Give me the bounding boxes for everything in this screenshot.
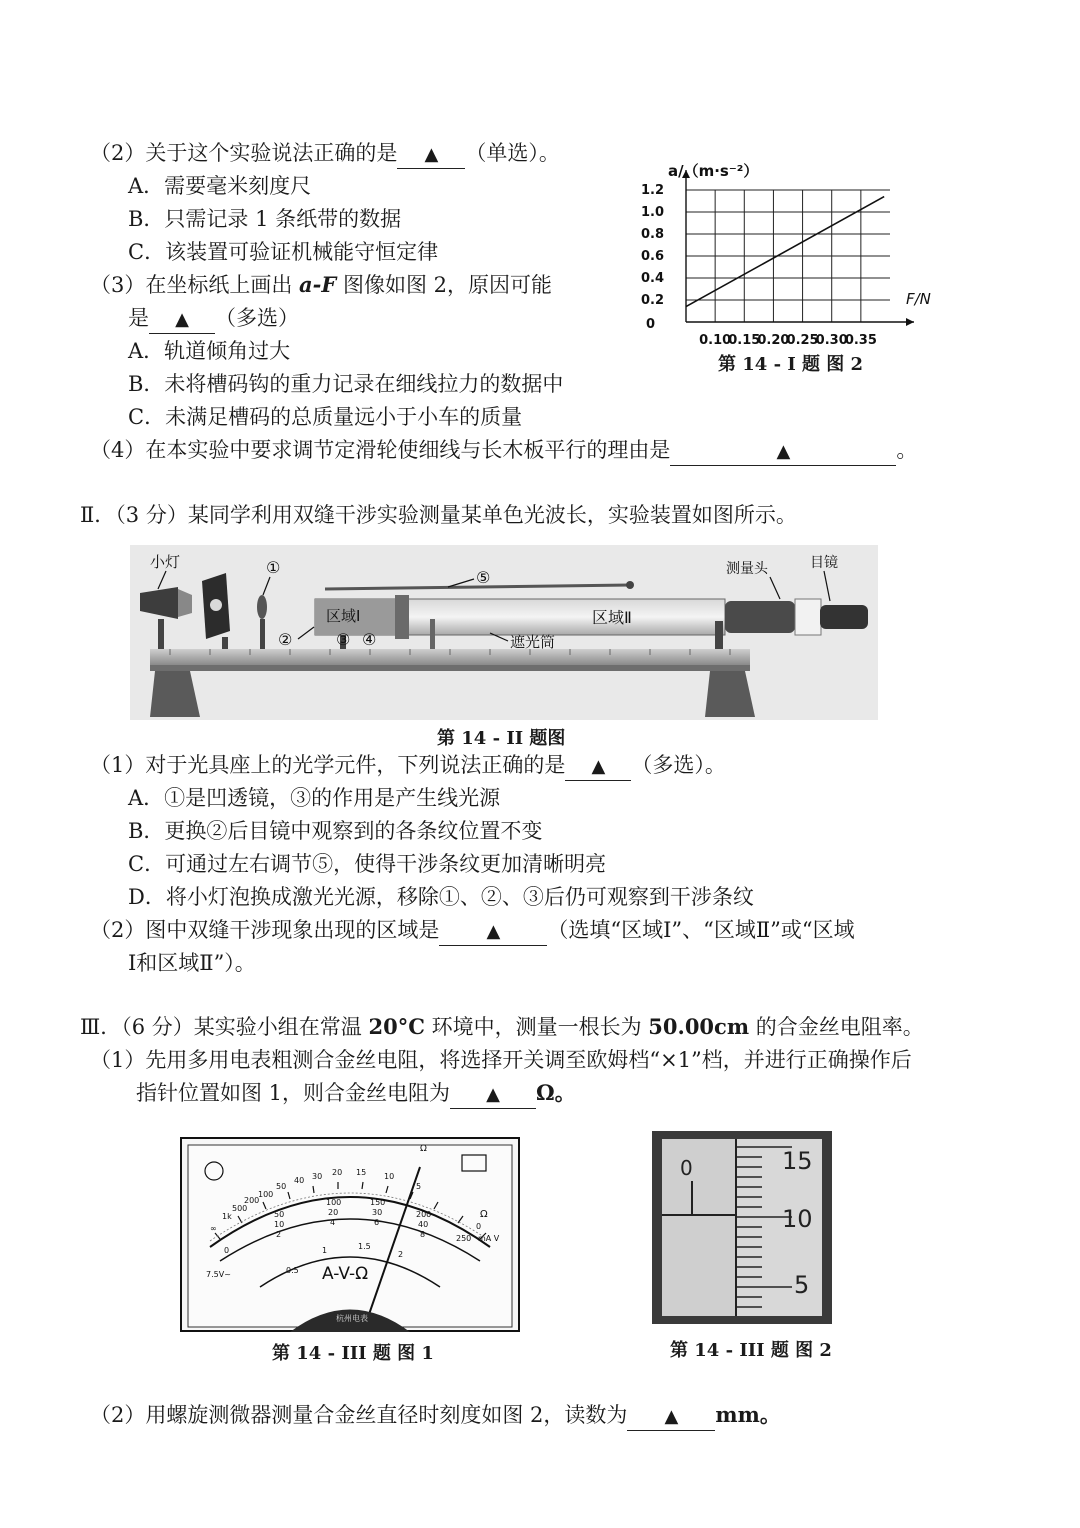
thimble-label-15: 15 xyxy=(782,1147,813,1175)
answer-blank[interactable]: ▲ xyxy=(565,752,631,781)
answer-blank[interactable]: ▲ xyxy=(149,305,215,334)
label-lamp: 小灯 xyxy=(150,553,181,571)
svg-text:200: 200 xyxy=(416,1210,432,1219)
svg-text:20: 20 xyxy=(328,1208,339,1217)
option-a: A．需要毫米刻度尺 xyxy=(128,174,312,198)
svg-text:500: 500 xyxy=(232,1204,248,1213)
svg-text:0.5: 0.5 xyxy=(286,1266,299,1275)
brand-label: 杭州电表 xyxy=(336,1314,368,1323)
lamp-post xyxy=(158,619,164,649)
q1-line2: 指针位置如图 1，则合金丝电阻为 ▲ Ω。 xyxy=(136,1078,576,1109)
q2-line2: Ⅰ和区域Ⅱ”）。 xyxy=(128,951,256,975)
meter-center-label: A-V-Ω xyxy=(322,1264,369,1284)
series-line xyxy=(686,197,884,307)
svg-text:10: 10 xyxy=(274,1220,285,1229)
option-c: C．该装置可验证机械能守恒定律 xyxy=(128,240,439,264)
svg-text:1.5: 1.5 xyxy=(358,1242,371,1251)
label-zone-2: 区域Ⅱ xyxy=(592,608,632,627)
y-tick-label: 0.6 xyxy=(640,249,664,264)
measuring-head xyxy=(725,601,795,633)
thimble-label-5: 5 xyxy=(794,1271,810,1299)
eyepiece xyxy=(820,605,868,629)
svg-text:5: 5 xyxy=(416,1182,422,1191)
filter-hole xyxy=(210,599,222,611)
svg-text:40: 40 xyxy=(294,1176,305,1185)
svg-text:200: 200 xyxy=(244,1196,260,1205)
y-tick-label: 0.4 xyxy=(640,271,664,286)
svg-text:40: 40 xyxy=(418,1220,429,1229)
label-1: ① xyxy=(266,558,281,577)
x-tick-label: 0.30 xyxy=(815,333,848,348)
sleeve-zero-label: 0 xyxy=(680,1156,693,1180)
optical-bench-rail xyxy=(150,665,750,671)
option-a: A．①是凹透镜，③的作用是产生线光源 xyxy=(128,786,501,810)
answer-blank[interactable]: ▲ xyxy=(397,140,465,169)
svg-text:8: 8 xyxy=(420,1230,426,1239)
svg-text:30: 30 xyxy=(312,1172,323,1181)
chart-series xyxy=(686,197,884,307)
answer-blank[interactable]: ▲ xyxy=(670,437,896,466)
label-eyepiece: 目镜 xyxy=(810,555,838,571)
x-tick-label: 0.10 xyxy=(699,333,732,348)
answer-blank[interactable]: ▲ xyxy=(439,917,547,946)
label-zone-1: 区域Ⅰ xyxy=(326,607,361,625)
label-3: ③ xyxy=(336,630,351,649)
q3-stem-line: （3）在坐标纸上画出 a-F 图像如图 2，原因可能 xyxy=(90,272,552,297)
label-2: ② xyxy=(278,630,293,649)
q1-line1: （1）先用多用电表粗测合金丝电阻，将选择开关调至欧姆档“×1”档，并进行正确操作后 xyxy=(90,1048,912,1072)
ohm-unit-label: Ω xyxy=(480,1209,488,1220)
label-tube: 遮光筒 xyxy=(510,633,556,651)
svg-text:2: 2 xyxy=(276,1230,282,1239)
option-d: D．将小灯泡换成激光光源，移除①、②、③后仍可观察到干涉条纹 xyxy=(128,885,754,909)
svg-text:20: 20 xyxy=(332,1168,343,1177)
svg-text:1: 1 xyxy=(322,1246,328,1255)
part3-header: Ⅲ．（6 分）某实验小组在常温 20°C 环境中，测量一根长为 50.00cm 的合金丝电阻率。 xyxy=(80,1014,924,1039)
q2-stem-line: （2）关于这个实验说法正确的是 ▲ （单选）。 xyxy=(90,138,560,169)
x-axis-label: F/N xyxy=(906,290,931,308)
chart-axes xyxy=(682,170,914,326)
figure-caption: 第 14 - II 题图 xyxy=(437,728,566,749)
y-tick-label: 1.0 xyxy=(640,205,664,220)
option-b: B．只需记录 1 条纸带的数据 xyxy=(128,207,402,231)
x-tick-label: 0.25 xyxy=(786,333,819,348)
svg-text:250: 250 xyxy=(456,1234,472,1243)
svg-text:15: 15 xyxy=(356,1168,367,1177)
y-tick-label: 0.8 xyxy=(640,227,664,242)
label-measuring-head: 测量头 xyxy=(726,561,768,577)
svg-text:6: 6 xyxy=(374,1218,380,1227)
svg-text:4: 4 xyxy=(330,1218,336,1227)
label-4: ④ xyxy=(362,630,377,649)
option-b: B．未将槽码钩的重力记录在细线拉力的数据中 xyxy=(128,372,564,396)
measuring-head-plate xyxy=(795,599,821,635)
x-tick-label: 0.35 xyxy=(844,333,877,348)
figure-caption: 第 14 - III 题 图 2 xyxy=(670,1340,832,1361)
q2-stem-line: （2）用螺旋测微器测量合金丝直径时刻度如图 2，读数为 ▲ mm。 xyxy=(90,1400,781,1431)
q2-stem-line: （2）图中双缝干涉现象出现的区域是 ▲ （选填“区域Ⅰ”、“区域Ⅱ”或“区域 xyxy=(90,915,855,946)
svg-text:50: 50 xyxy=(274,1210,285,1219)
svg-text:∞: ∞ xyxy=(210,1224,217,1233)
svg-text:10: 10 xyxy=(384,1172,395,1181)
q3-line2: 是 ▲ （多选） xyxy=(128,303,299,334)
x-tick-label: 0.20 xyxy=(757,333,790,348)
svg-text:2: 2 xyxy=(398,1250,404,1259)
ma-v-unit-label: mA V xyxy=(478,1234,500,1243)
y-tick-label: 0.2 xyxy=(640,293,664,308)
option-c: C．未满足槽码的总质量远小于小车的质量 xyxy=(128,405,523,429)
part2-header: Ⅱ．（3 分）某同学利用双缝干涉实验测量某单色光波长，实验装置如图所示。 xyxy=(80,503,797,527)
y-axis-label: a/（m·s⁻²） xyxy=(668,162,759,180)
label-5: ⑤ xyxy=(476,568,491,587)
lens-element-1 xyxy=(257,595,267,619)
q4-stem-line: （4）在本实验中要求调节定滑轮使细线与长木板平行的理由是 ▲ 。 xyxy=(90,435,917,466)
top-ohm-label: Ω xyxy=(420,1144,427,1154)
origin-label: 0 xyxy=(646,317,656,332)
figure-caption: 第 14 - III 题 图 1 xyxy=(272,1343,434,1364)
svg-text:150: 150 xyxy=(370,1198,386,1207)
svg-text:50: 50 xyxy=(276,1182,287,1191)
svg-text:0: 0 xyxy=(224,1246,230,1255)
option-b: B．更换②后目镜中观察到的各条纹位置不变 xyxy=(128,819,543,843)
answer-blank[interactable]: ▲ xyxy=(450,1080,536,1109)
y-tick-label: 1.2 xyxy=(640,183,664,198)
x-tick-label: 0.15 xyxy=(728,333,761,348)
svg-text:0: 0 xyxy=(476,1222,482,1231)
option-a: A．轨道倾角过大 xyxy=(128,339,291,363)
svg-text:30: 30 xyxy=(372,1208,383,1217)
figure-caption: 第 14 - I 题 图 2 xyxy=(718,354,864,375)
double-slit-apparatus-photo xyxy=(130,545,878,720)
multimeter-dial-photo xyxy=(180,1137,520,1332)
option-c: C．可通过左右调节⑤，使得干涉条纹更加清晰明亮 xyxy=(128,852,607,876)
svg-text:100: 100 xyxy=(326,1198,342,1207)
answer-blank[interactable]: ▲ xyxy=(627,1402,715,1431)
ac-range-label: 7.5V~ xyxy=(206,1270,231,1279)
svg-text:1k: 1k xyxy=(222,1212,232,1221)
svg-text:100: 100 xyxy=(258,1190,274,1199)
micrometer-photo xyxy=(652,1131,832,1324)
q1-stem-line: （1）对于光具座上的光学元件，下列说法正确的是 ▲ （多选）。 xyxy=(90,750,726,781)
a-f-graph xyxy=(620,152,950,352)
thimble-label-10: 10 xyxy=(782,1205,813,1233)
x-axis-arrow xyxy=(906,318,914,326)
